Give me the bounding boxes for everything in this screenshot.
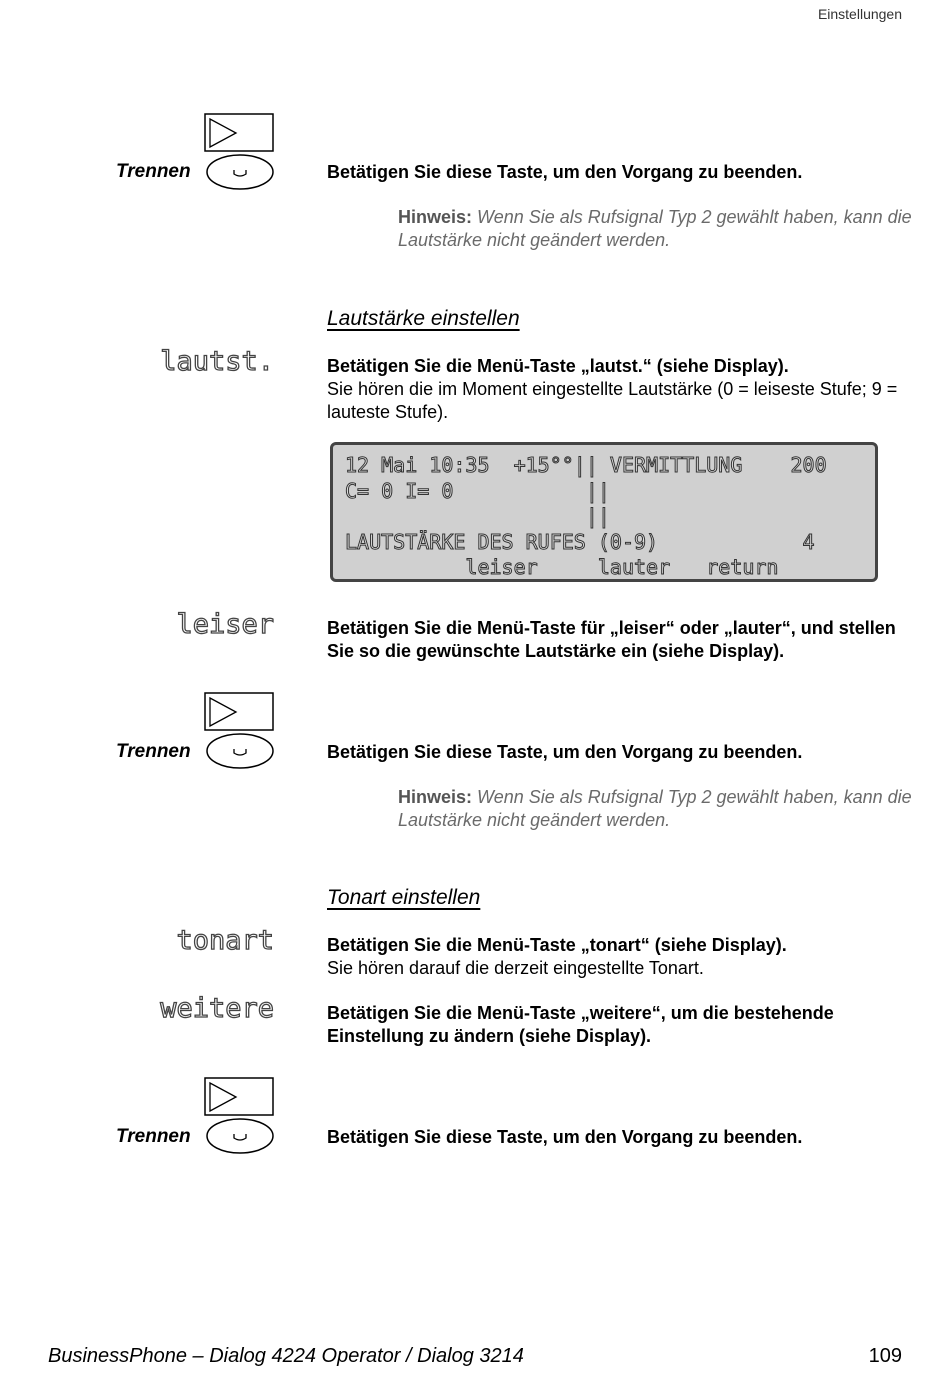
section-title-tonart: Tonart einstellen	[327, 886, 481, 909]
leiser-softkey-label: leiser	[176, 609, 274, 640]
trennen-label: Trennen	[116, 161, 191, 182]
hinweis-text: Wenn Sie als Rufsignal Typ 2 gewählt haben, kann die Lautstärke nicht geändert werden.	[398, 787, 912, 830]
footer-title: BusinessPhone – Dialog 4224 Operator / Dialog 3214	[48, 1345, 524, 1367]
display-line-3: ||	[345, 504, 610, 528]
lautst-instruction-bold: Betätigen Sie die Menü-Taste „lautst.“ (siehe Display).	[327, 356, 789, 376]
hinweis-label: Hinweis:	[398, 207, 473, 227]
trennen-label: Trennen	[116, 741, 191, 762]
lautst-softkey-label: lautst.	[160, 346, 274, 377]
hinweis-label: Hinweis:	[398, 787, 473, 807]
hinweis-note	[398, 206, 918, 252]
display-line-1: 12 Mai 10:35 +15°°|| VERMITTLUNG 200	[345, 453, 827, 477]
page-number: 109	[868, 1345, 902, 1367]
running-header: Einstellungen	[817, 6, 902, 22]
phone-display	[330, 442, 878, 582]
disconnect-key-icon	[204, 692, 276, 770]
disconnect-key-icon	[204, 1077, 276, 1155]
hinweis-text: Wenn Sie als Rufsignal Typ 2 gewählt haben, kann die Lautstärke nicht geändert werden.	[398, 207, 912, 250]
tonart-instruction	[327, 934, 912, 980]
trennen-label: Trennen	[116, 1126, 191, 1147]
lautst-instruction	[327, 355, 912, 424]
leiser-instruction: Betätigen Sie die Menü-Taste für „leiser“ oder „lauter“, und stellen Sie so die gewünschte Lautstärke ein (siehe Display).	[327, 618, 896, 661]
trennen-instruction: Betätigen Sie diese Taste, um den Vorgang zu beenden.	[327, 162, 803, 182]
trennen-instruction: Betätigen Sie diese Taste, um den Vorgang zu beenden.	[327, 742, 803, 762]
tonart-instruction-normal: Sie hören darauf die derzeit eingestellte Tonart.	[327, 958, 704, 978]
weitere-softkey-label: weitere	[160, 993, 274, 1024]
display-line-5: leiser lauter return	[345, 555, 779, 579]
tonart-softkey-label: tonart	[176, 925, 274, 956]
disconnect-key-icon	[204, 113, 276, 191]
lautst-instruction-normal: Sie hören die im Moment eingestellte Lautstärke (0 = leiseste Stufe; 9 = lauteste Stufe).	[327, 379, 898, 422]
hinweis-note	[398, 786, 918, 832]
display-line-4: LAUTSTÄRKE DES RUFES (0-9) 4	[345, 529, 815, 554]
weitere-instruction: Betätigen Sie die Menü-Taste „weitere“, um die bestehende Einstellung zu ändern (siehe Display).	[327, 1003, 834, 1046]
trennen-instruction: Betätigen Sie diese Taste, um den Vorgang zu beenden.	[327, 1127, 803, 1147]
section-title-lautstaerke: Lautstärke einstellen	[327, 307, 520, 330]
display-line-2: C= 0 I= 0 ||	[345, 478, 610, 503]
tonart-instruction-bold: Betätigen Sie die Menü-Taste „tonart“ (siehe Display).	[327, 935, 787, 955]
